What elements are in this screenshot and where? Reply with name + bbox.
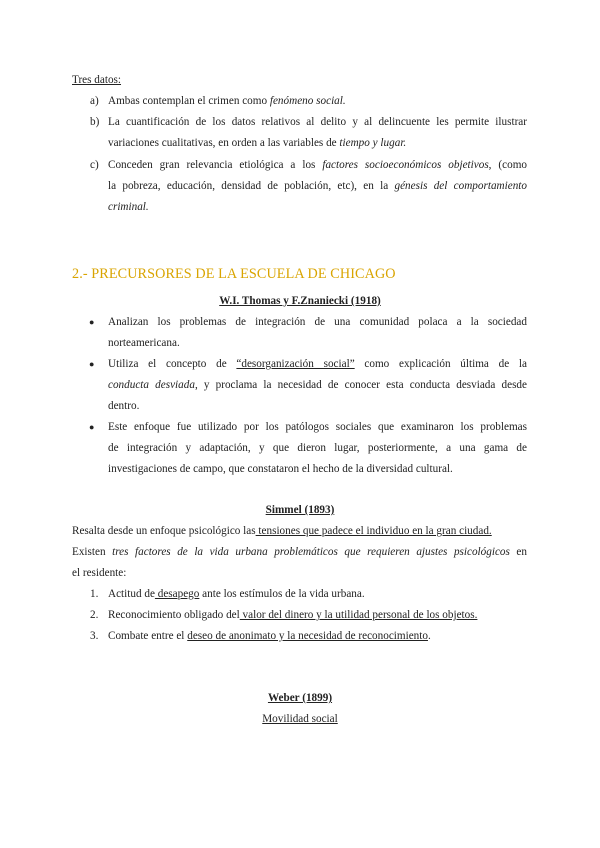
list-marker: a) bbox=[90, 95, 99, 107]
list-marker: b) bbox=[90, 116, 100, 128]
section-heading: 2.- PRECURSORES DE LA ESCUELA DE CHICAGO bbox=[72, 266, 396, 282]
weber-title: Weber (1899) bbox=[267, 692, 333, 704]
list-item: Reconocimiento obligado del valor del dinero y la utilidad personal de los objetos. bbox=[108, 609, 478, 621]
paragraph-line: el residente: bbox=[72, 567, 127, 579]
list-marker: c) bbox=[90, 159, 99, 171]
list-item-line: la pobreza, educación, densidad de población, etc), en la génesis del comportamiento bbox=[108, 180, 527, 192]
bullet-line: Utiliza el concepto de “desorganización social” como explicación última de la bbox=[108, 358, 527, 370]
simmel-title: Simmel (1893) bbox=[265, 504, 335, 516]
list-item: Actitud de desapego ante los estímulos de la vida urbana. bbox=[108, 588, 365, 600]
list-marker: 2. bbox=[90, 609, 99, 621]
list-item-line: criminal. bbox=[108, 201, 149, 213]
list-item-line: Conceden gran relevancia etiológica a los factores socioeconómicos objetivos, (como bbox=[108, 159, 527, 171]
list-marker: 3. bbox=[90, 630, 99, 642]
bullet-line: dentro. bbox=[108, 400, 140, 412]
bullet-line: norteamericana. bbox=[108, 337, 180, 349]
list-item-line: La cuantificación de los datos relativos al delito y al delincuente les permite ilustrar bbox=[108, 116, 527, 128]
bullet-line: Este enfoque fue utilizado por los patólogos sociales que examinaron los problemas bbox=[108, 421, 527, 433]
bullet-line: investigaciones de campo, que constataron el hecho de la diversidad cultural. bbox=[108, 463, 453, 475]
tres-datos-title: Tres datos: bbox=[72, 74, 122, 86]
list-marker: 1. bbox=[90, 588, 99, 600]
paragraph-line: Existen tres factores de la vida urbana problemáticos que requieren ajustes psicológicos en bbox=[72, 546, 527, 558]
list-item: Combate entre el deseo de anonimato y la necesidad de reconocimiento. bbox=[108, 630, 431, 642]
list-item-line: variaciones cualitativas, en orden a las variables de tiempo y lugar. bbox=[108, 137, 407, 149]
weber-subtitle: Movilidad social bbox=[262, 713, 338, 725]
bullet-line: conducta desviada, y proclama la necesidad de conocer esta conducta desviada desde bbox=[108, 379, 527, 391]
bullet-icon: ● bbox=[89, 317, 95, 327]
list-item: Ambas contemplan el crimen como fenómeno social. bbox=[108, 95, 346, 107]
bullet-icon: ● bbox=[89, 359, 95, 369]
bullet-icon: ● bbox=[89, 422, 95, 432]
bullet-line: Analizan los problemas de integración de una comunidad polaca a la sociedad bbox=[108, 316, 527, 328]
bullet-line: de integración y adaptación, y que dieron lugar, posteriormente, a una gama de bbox=[108, 442, 527, 454]
paragraph-line: Resalta desde un enfoque psicológico las tensiones que padece el individuo en la gran ciudad. bbox=[72, 525, 492, 537]
thomas-title: W.I. Thomas y F.Znaniecki (1918) bbox=[219, 295, 381, 307]
